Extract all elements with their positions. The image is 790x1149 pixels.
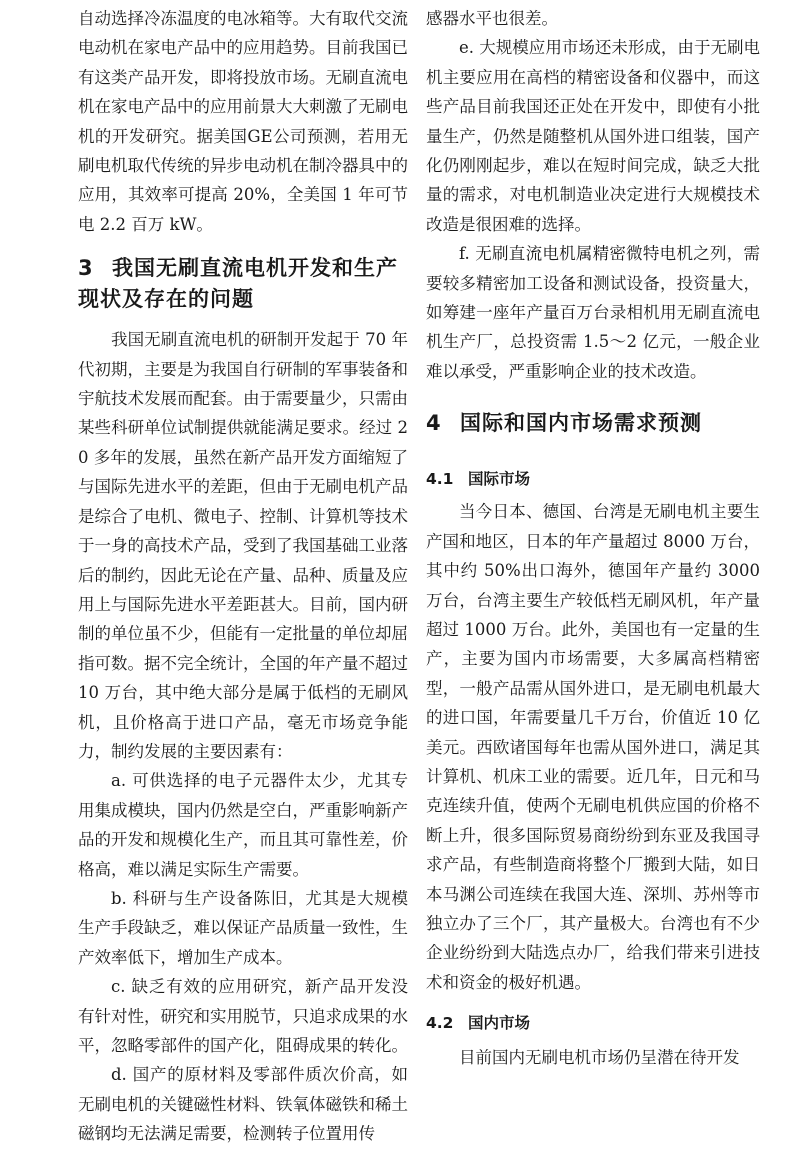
section-3-number: 3 [78,256,94,281]
paragraph-sensor-continued: 感器水平也很差。 [426,9,558,28]
section-4-1-title: 国际市场 [468,470,531,489]
factor-e: e. 大规模应用市场还未形成，由于无刷电机主要应用在高档的精密设备和仪器中，而这些产品目前我国还正处在开发中，即使有小批量生产，仍然是随整机从国外进口组装，国产化仍刚刚起步，难以在短时间完成，缺乏大批量的需求，对电机制造业决定进行大规模技术改造是很困难的选择。 [426,38,760,234]
section-4-2-number: 4.2 [426,1014,454,1033]
paragraph-domestic-status: 我国无刷直流电机的研制开发起于 70 年代初期，主要是为我国自行研制的军事装备和宇航技术发展而配套。由于需要量少，只需由某些科研单位试制提供就能满足要求。经过 20 多年的发展，虽然在新产品开发方面缩短了与国际先进水平的差距，但由于无刷电机产品是综合了电机、微电子、控制、计算机等技术于一身的高技术产品，受到了我国基础工业落后的制约，因此无论在产量、品种、质量及应用上与国际先进水平差距甚大。目前，国内研制的单位虽不少，但能有一定批量的单位却屈指可数。据不完全统计，全国的年产量不超过 10 万台，其中绝大部分是属于低档的无刷风机，且价格高于进口产品，毫无市场竞争能力，制约发展的主要因素有： [78,330,408,761]
section-3-heading [78,253,408,315]
right-column [426,4,760,1073]
section-4-1-number: 4.1 [426,470,454,489]
paragraph-domestic-market: 目前国内无刷电机市场仍呈潜在待开发 [459,1048,740,1068]
paragraph-home-appliance: 自动选择冷冻温度的电冰箱等。大有取代交流电动机在家电产品中的应用趋势。目前我国已有这类产品开发，即将投放市场。无刷直流电机在家电产品中的应用前景大大刺激了无刷电机的开发研究。据美国GE公司预测，若用无刷电机取代传统的异步电动机在制冷器具中的应用，其效率可提高 20%，全美国 1 年可节电 2.2 百万 kW。 [78,9,408,234]
factor-f: f. 无刷直流电机属精密微特电机之列，需要较多精密加工设备和测试设备，投资量大，如筹建一座年产量百万台录相机用无刷直流电机生产厂，总投资需 1.5～2 亿元，一般企业难以承受，严重影响企业的技术改造。 [426,244,760,381]
section-3-title: 我国无刷直流电机开发和生产现状及存在的问题 [78,256,398,312]
factor-a: a. 可供选择的电子元器件太少，尤其专用集成模块，国内仍然是空白，严重影响新产品的开发和规模化生产，而且其可靠性差，价格高，难以满足实际生产需要。 [78,771,408,879]
left-column [78,4,408,1149]
paragraph-international-market: 当今日本、德国、台湾是无刷电机主要生产国和地区，日本的年产量超过 8000 万台，其中约 50%出口海外，德国年产量约 3000 万台，台湾主要生产较低档无刷风机，年产量超过 1000 万台。此外，美国也有一定量的生产，主要为国内市场需要，大多属高档精密型，一般产品需从国外进口，是无刷电机最大的进口国，年需要量几千万台，价值近 10 亿美元。西欧诸国每年也需从国外进口，满足其计算机、机床工业的需要。近几年，日元和马克连续升值，使两个无刷电机供应国的价格不断上升，很多国际贸易商纷纷到东亚及我国寻求产品，有些制造商将整个厂搬到大陆，如日本马渊公司连续在我国大连、深圳、苏州等市独立办了三个厂，其产量极大。台湾也有不少企业纷纷到大陆选点办厂，给我们带来引进技术和资金的极好机遇。 [426,502,760,992]
section-4-number: 4 [426,411,442,436]
section-4-title: 国际和国内市场需求预测 [460,411,702,436]
factor-c: c. 缺乏有效的应用研究，新产品开发没有针对性，研究和实用脱节，只追求成果的水平，忽略零部件的国产化，阻碍成果的转化。 [78,977,408,1055]
section-4-2-heading [426,1011,760,1035]
factor-b: b. 科研与生产设备陈旧，尤其是大规模生产手段缺乏，难以保证产品质量一致性，生产效率低下，增加生产成本。 [78,888,408,967]
factor-d: d. 国产的原材料及零部件质次价高，如无刷电机的关键磁性材料、铁氧体磁铁和稀土磁钢均无法满足需要，检测转子位置用传 [78,1065,408,1144]
section-4-2-title: 国内市场 [468,1014,531,1033]
section-4-1-heading [426,467,760,491]
section-4-heading [426,408,760,439]
